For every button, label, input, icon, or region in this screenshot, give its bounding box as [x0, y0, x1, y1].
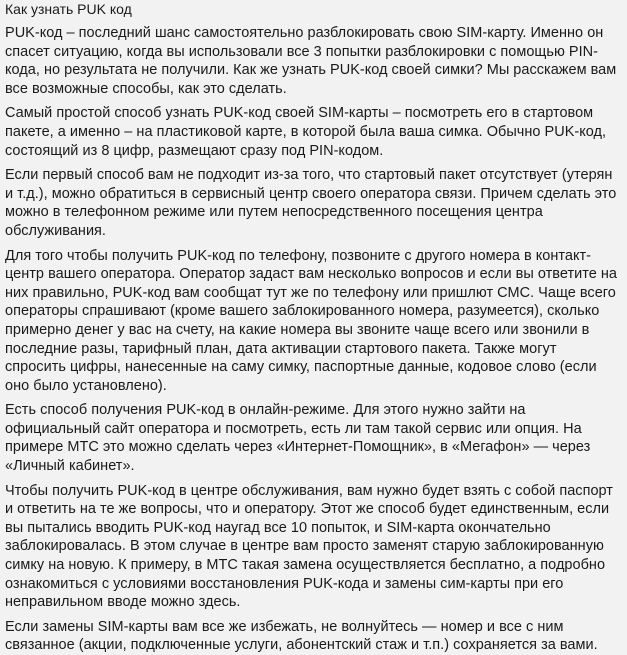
paragraph-intro: PUK-код – последний шанс самостоятельно разблокировать свою SIM-карту. Именно он спасет ситуацию, когда вы использовали все 3 попытки разблокировки с помощью PIN-кода, но результата не получили. Как же узнать PUK-код своей симки? Мы расскажем вам все возможные способы, как это сделать. — [5, 25, 617, 97]
paragraph-online: Есть способ получения PUK-код в онлайн-режиме. Для этого нужно зайти на официальный сайт оператора и посмотреть, есть ли там такой сервис или опция. На примере МТС это можно сделать через «Интернет-Помощник», в «Мегафон» — через «Личный кабинет». — [5, 402, 591, 475]
paragraph-service-center: Если первый способ вам не подходит из-за того, что стартовый пакет отсутствует (утерян и т.д.), можно обратиться в сервисный центр своего оператора связи. Причем сделать это можно в телефонном режиме или путем непосредственного посещения центра обслуживания. — [5, 167, 617, 239]
paragraph-sim-replacement: Если замены SIM-карты вам все же избежать, не волнуйтесь — номер и все с ним связанное (акции, подключенные услуги, абонентский стаж и т.п.) сохраняется за вами. — [5, 618, 598, 654]
paragraph-by-phone: Для того чтобы получить PUK-код по телефону, позвоните с другого номера в контакт-центр вашего оператора. Оператор задаст вам несколько вопросов и если вы ответите на них правильно, PUK-код вам сообщат тут же по телефону или пришлют СМС. Чаще всего операторы спрашивают (кроме вашего заблокированного номера, разумеется), сколько примерно денег у вас на счету, на какие номера вы звоните чаще всего или звонили в последние разы, тарифный план, дата активации стартового пакета. Также могут спросить цифры, нанесенные на саму симку, паспортные данные, кодовое слово (если оно было установлено). — [5, 247, 617, 394]
paragraph-starter-pack: Самый простой способ узнать PUK-код своей SIM-карты – посмотреть его в стартовом пакете, а именно – на пластиковой карте, в которой была ваша симка. Обычно PUK-код, состоящий из 8 цифр, размещают сразу под PIN-кодом. — [5, 105, 607, 159]
article-title: Как узнать PUK код — [5, 1, 132, 17]
paragraph-in-office: Чтобы получить PUK-код в центре обслуживания, вам нужно будет взять с собой паспорт и ответить на те же вопросы, что и оператору. Этот же способ будет единственным, если вы пытались вводить PUK-код наугад все 10 попыток, и SIM-карта окончательно заблокировалась. В этом случае в центре вам просто заменят старую заблокированную симку на новую. К примеру, в МТС такая замена осуществляется бесплатно, а подробно ознакомиться с условиями восстановления PUK-кода и замены сим-карты при его неправильном вводе можно здесь. — [5, 482, 613, 611]
